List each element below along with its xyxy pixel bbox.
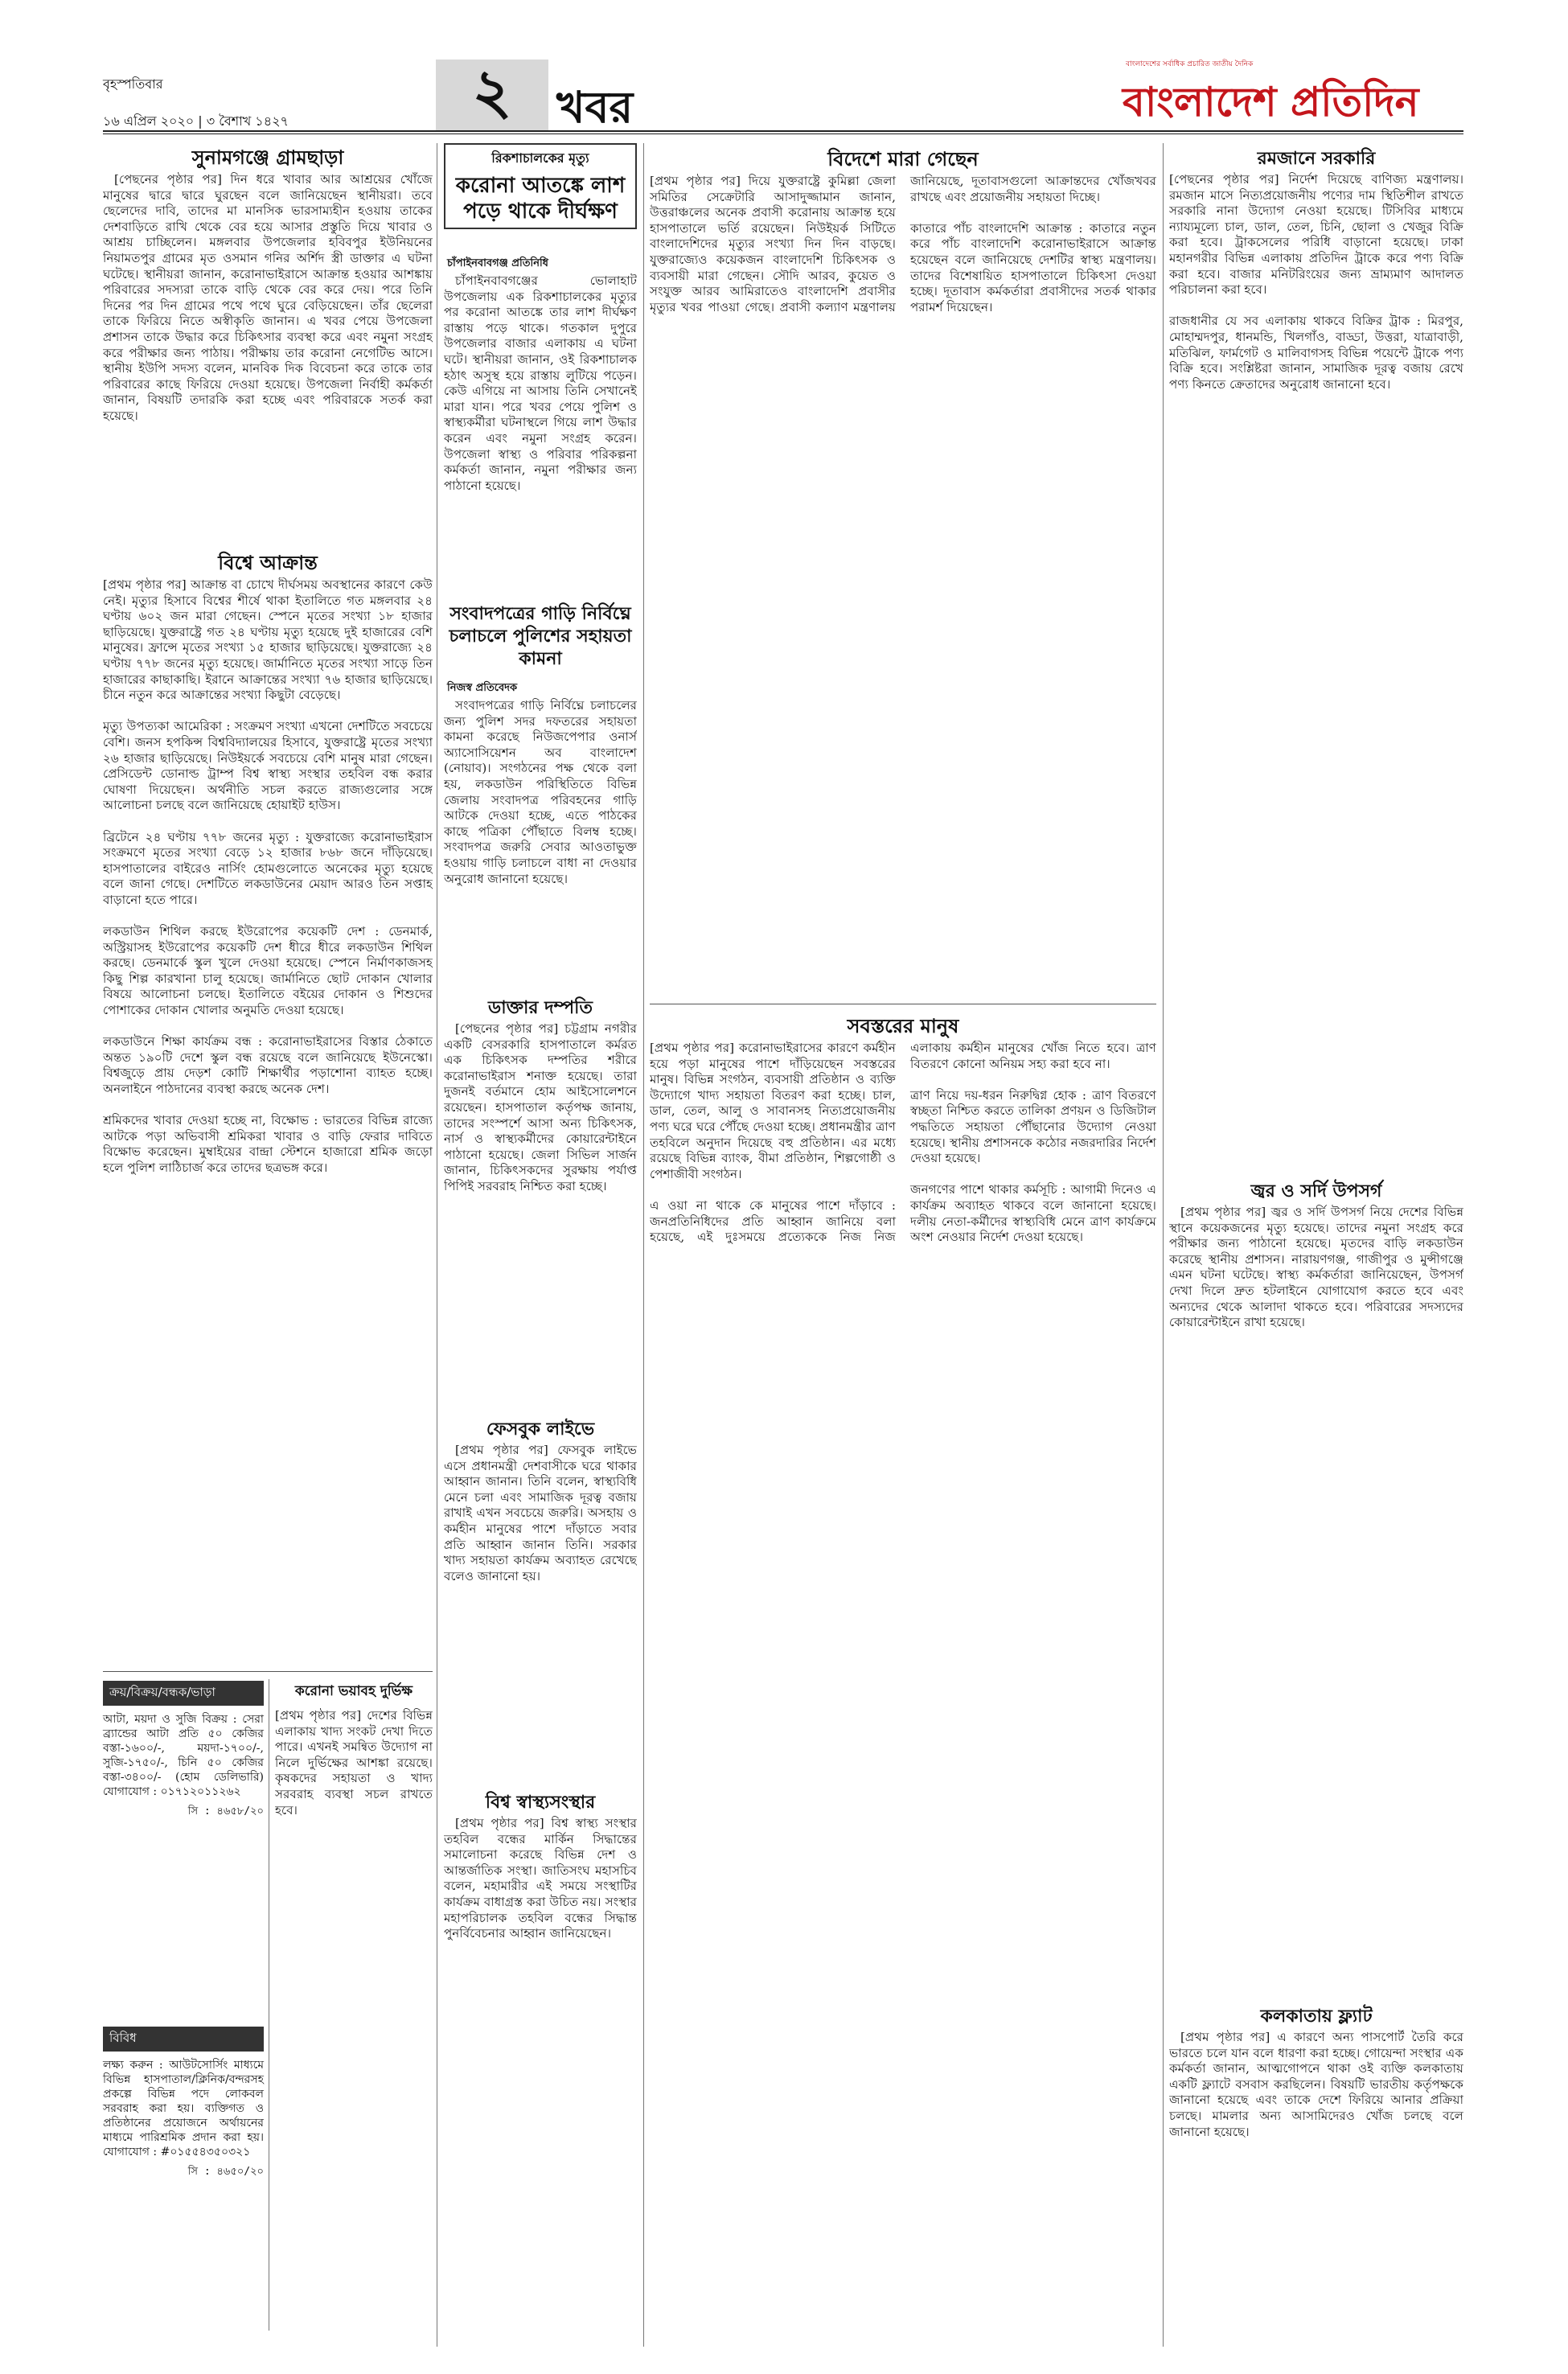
article-body-journalists: সংবাদপত্রের গাড়ি নির্বিঘ্নে চলাচলের জন্য পুলিশ সদর দফতরের সহায়তা কামনা করেছে নিউজপেপার ওনার্স অ্যাসোসিয়েশন অব বাংলাদেশ (নোয়াব)। সংগঠনের পক্ষ থেকে বলা হয়, লকডাউন পরিস্থিতিতে বিভিন্ন জেলায় সংবাদপত্র পরিবহনের গাড়ি আটকে দেওয়া হচ্ছে, এতে পাঠকের কাছে পত্রিকা পৌঁছাতে বিলম্ব হচ্ছে। সংবাদপত্র জরুরি সেবার আওতাভুক্ত হওয়ায় গাড়ি চলাচলে বাধা না দেওয়ার অনুরোধ জানানো হয়েছে। [444,698,637,886]
article-body-world: [প্রথম পৃষ্ঠার পর] আক্রান্ত বা চোখে দীর্ঘসময় অবস্থানের কারণে কেউ নেই। মৃত্যুর হিসাবে বিশ্বের শীর্ষে থাকা ইতালিতে গত মঙ্গলবার ২৪ ঘণ্টায় ৬০২ জন মারা গেছেন। স্পেনে মৃতের সংখ্যা ১৮ হাজার ছাড়িয়েছে। যুক্তরাষ্ট্রে গত ২৪ ঘণ্টায় মৃত্যু হয়েছে দুই হাজারের বেশি মানুষের। ফ্রান্সে মৃতের সংখ্যা ১৫ হাজার ছাড়িয়েছে। যুক্তরাজ্যে ২৪ ঘণ্টায় ৭৭৮ জনের মৃত্যু হয়েছে। জার্মানিতে মৃতের সংখ্যা সাড়ে তিন হাজারের কাছাকাছি। ইরানে আক্রান্তের সংখ্যা ৭৬ হাজার ছাড়িয়েছে। চীনে নতুন করে আক্রান্তের সংখ্যা কিছুটা বেড়েছে। মৃত্যু উপত্যকা আমেরিকা : সংক্রমণ সংখ্যা এখনো দেশটিতে সবচেয়ে বেশি। জনস হপকিন্স বিশ্ববিদ্যালয়ের হিসাবে, যুক্তরাষ্ট্রে মৃতের সংখ্যা ২৬ হাজার ছাড়িয়েছে। নিউইয়র্কে সবচেয়ে বেশি মানুষ মারা গেছেন। প্রেসিডেন্ট ডোনাল্ড ট্রাম্প বিশ্ব স্বাস্থ্য সংস্থার তহবিল বন্ধ করার ঘোষণা দিয়েছেন। অর্থনীতি সচল করতে রাজ্যগুলোর সঙ্গে আলোচনা চলছে বলে জানিয়েছে হোয়াইট হাউস। ব্রিটেনে ২৪ ঘণ্টায় ৭৭৮ জনের মৃত্যু : যুক্তরাজ্যে করোনাভাইরাস সংক্রমণে মৃতের সংখ্যা বেড়ে ১২ হাজার ৮৬৮ জনে দাঁড়িয়েছে। হাসপাতালের বাইরেও নার্সিং হোমগুলোতে অনেকের মৃত্যু হয়েছে বলে জানা গেছে। দেশটিতে লকডাউনের মেয়াদ আরও তিন সপ্তাহ বাড়ানো হতে পারে। লকডাউন শিথিল করছে ইউরোপের কয়েকটি দেশ : ডেনমার্ক, অস্ট্রিয়াসহ ইউরোপের কয়েকটি দেশ ধীরে ধীরে লকডাউন শিথিল করছে। ডেনমার্কে স্কুল খুলে দেওয়া হয়েছে। স্পেনে নির্মাণকাজসহ কিছু শিল্প কারখানা চালু হয়েছে। জার্মানিতে ছোট দোকান খোলার বিষয়ে আলোচনা চলছে। ইতালিতে বইয়ের দোকান ও শিশুদের পোশাকের দোকান খোলার অনুমতি দেওয়া হয়েছে। লকডাউনে শিক্ষা কার্যক্রম বন্ধ : করোনাভাইরাসের বিস্তার ঠেকাতে অন্তত ১৯০টি দেশে স্কুল বন্ধ রয়েছে বলে জানিয়েছে ইউনেস্কো। বিশ্বজুড়ে প্রায় দেড়শ কোটি শিক্ষার্থীর পড়াশোনা ব্যাহত হচ্ছে। অনলাইনে পাঠদানের ব্যবস্থা করছে অনেক দেশ। শ্রমিকদের খাবার দেওয়া হচ্ছে না, বিক্ষোভ : ভারতের বিভিন্ন রাজ্যে আটকে পড়া অভিবাসী শ্রমিকরা খাবার ও বাড়ি ফেরার দাবিতে বিক্ষোভ করেছেন। মুম্বাইয়ের বান্দ্রা স্টেশনে হাজারো শ্রমিক জড়ো হলে পুলিশ লাঠিচার্জ করে তাদের ছত্রভঙ্গ করে। [103,577,433,1175]
newspaper-logo[interactable]: বাংলাদেশ প্রতিদিন [1123,79,1419,125]
corona-notice-title[interactable]: করোনা ভয়াবহ দুর্ভিক্ষ [294,1683,413,1699]
classified-block-2 [103,2027,264,2181]
column-divider [643,143,644,2347]
article-title-sunamganj[interactable]: সুনামগঞ্জে গ্রামছাড়া [191,146,344,169]
article-title-journalists[interactable]: সংবাদপত্রের গাড়ি নির্বিঘ্নে চলাচলে পুলিশের সহায়তা কামনা [449,604,632,669]
article-title-facebook-live[interactable]: ফেসবুক লাইভে [486,1419,595,1440]
classified-ad-text: লক্ষ্য করুন : আউটসোর্সিং মাধ্যমে বিভিন্ন হাসপাতাল/ক্লিনিক/বন্দরসহ প্রকল্পে বিভিন্ন পদে লোকবল সরবরাহ করা হয়। ব্যক্তিগত ও প্রতিষ্ঠানের প্রয়োজনে অর্থায়নের মাধ্যমে পারিশ্রমিক প্রদান করা হয়। যোগাযোগ : #০১৫৫৪৩৫০৩২১ [103,2059,264,2158]
article-byline-rickshaw: চাঁপাইনবাবগঞ্জ প্রতিনিধি [447,257,548,269]
article-body-doctor-couple: [পেছনের পৃষ্ঠার পর] চট্টগ্রাম নগরীর একটি বেসরকারি হাসপাতালে কর্মরত এক চিকিৎসক দম্পতির শরীরে করোনাভাইরাস শনাক্ত হয়েছে। তারা দুজনই বর্তমানে হোম আইসোলেশনে রয়েছেন। হাসপাতাল কর্তৃপক্ষ জানায়, তাদের সংস্পর্শে আসা অন্য চিকিৎসক, নার্স ও স্বাস্থ্যকর্মীদের কোয়ারেন্টাইনে পাঠানো হয়েছে। জেলা সিভিল সার্জন জানান, চিকিৎসকদের সুরক্ষায় পর্যাপ্ত পিপিই সরবরাহ নিশ্চিত করা হচ্ছে। [444,1021,637,1193]
classified-ad-code: সি : ৪৬৫০/২০ [187,2166,264,2178]
section-title: খবর [556,82,634,133]
classified-ad-code: সি : ৪৬৫৮/২০ [187,1805,264,1817]
corona-notice-body: [প্রথম পৃষ্ঠার পর] দেশের বিভিন্ন এলাকায় খাদ্য সংকট দেখা দিতে পারে। এখনই সমন্বিত উদ্যোগ না নিলে দুর্ভিক্ষের আশঙ্কা রয়েছে। কৃষকদের সহায়তা ও খাদ্য সরবরাহ ব্যবস্থা সচল রাখতে হবে। [275,1708,433,1817]
header-rule-thin [103,133,1463,134]
column-divider [1163,143,1164,2347]
article-body-sunamganj: [পেছনের পৃষ্ঠার পর] দিন ধরে খাবার আর আশ্রয়ের খোঁজে মানুষের দ্বারে দ্বারে ঘুরছেন বলে জানিয়েছেন স্থানীয়রা। তবে ছেলেদের দাবি, তাদের মা মানসিক ভারসাম্যহীন হওয়ায় তাকের দেশবাড়িতে রাখি থেকে বের হয়ে আসার প্রস্তুতি দিয়ে খাবার ও আশ্রয় চাচ্ছিলেন। মঙ্গলবার উপজেলার হবিবপুর ইউনিয়নের নিয়ামতপুর গ্রামের মৃত ওসমান গনির অর্শিদ স্ত্রী ডাক্তার এ ঘটনা ঘটেছে। স্থানীয়রা জানান, করোনাভাইরাসে আক্রান্ত হওয়ার আশঙ্কায় পরিবারের সদস্যরা তাকে বাড়ি থেকে বের করে দেয়। পরে তিনি দিনের পর দিন গ্রামের পথে পথে ঘুরে বেড়িয়েছেন। তাঁর ছেলেরা তাকে ফিরিয়ে নিতে অস্বীকৃতি জানান। এ খবর পেয়ে উপজেলা প্রশাসন তাকে উদ্ধার করে চিকিৎসার ব্যবস্থা করে এবং নমুনা সংগ্রহ করে পরীক্ষার জন্য পাঠায়। পরীক্ষায় তার করোনা নেগেটিভ আসে। স্থানীয় ইউপি সদস্য বলেন, মানবিক দিক বিবেচনা করে তাকে তার পরিবারের কাছে ফিরিয়ে দেওয়া হয়েছে। উপজেলা নির্বাহী কর্মকর্তা জানান, বিষয়টি তদারকি করা হচ্ছে এবং পরিবারকে সতর্ক করা হয়েছে। [103,172,433,423]
corona-notice-box [275,1681,433,2110]
article-body-ramadan: [পেছনের পৃষ্ঠার পর] নির্দেশ দিয়েছে বাণিজ্য মন্ত্রণালয়। রমজান মাসে নিত্যপ্রয়োজনীয় পণ্যের দাম স্থিতিশীল রাখতে সরকারি নানা উদ্যোগ নেওয়া হয়েছে। টিসিবির মাধ্যমে ন্যায্যমূল্যে চাল, ডাল, তেল, চিনি, ছোলা ও খেজুর বিক্রি করা হবে। ট্রাকসেলের পরিধি বাড়ানো হয়েছে। ঢাকা মহানগরীর বিভিন্ন এলাকায় প্রতিদিন ট্রাকে করে পণ্য বিক্রি করা হবে। বাজার মনিটরিংয়ের জন্য ভ্রাম্যমাণ আদালত পরিচালনা করা হবে। রাজধানীর যে সব এলাকায় থাকবে বিক্রির ট্রাক : মিরপুর, মোহাম্মদপুর, ধানমন্ডি, খিলগাঁও, বাড্ডা, উত্তরা, যাত্রাবাড়ী, মতিঝিল, ফার্মগেট ও মালিবাগসহ বিভিন্ন পয়েন্টে ট্রাকে পণ্য বিক্রি হবে। সংশ্লিষ্টরা জানান, সামাজিক দূরত্ব বজায় রেখে পণ্য কিনতে ক্রেতাদের অনুরোধ জানানো হবে। [1169,172,1463,392]
article-body-fever: [প্রথম পৃষ্ঠার পর] জ্বর ও সর্দি উপসর্গ নিয়ে দেশের বিভিন্ন স্থানে কয়েকজনের মৃত্যু হয়েছে। তাদের নমুনা সংগ্রহ করে পরীক্ষার জন্য পাঠানো হয়েছে। মৃতদের বাড়ি লকডাউন করেছে স্থানীয় প্রশাসন। নারায়ণগঞ্জ, গাজীপুর ও মুন্সীগঞ্জে এমন ঘটনা ঘটেছে। স্বাস্থ্য কর্মকর্তারা জানিয়েছেন, উপসর্গ দেখা দিলে দ্রুত হটলাইনে যোগাযোগ করতে হবে এবং অন্যদের থেকে আলাদা থাকতে হবে। পরিবারের সদস্যদের কোয়ারেন্টাইনে রাখা হয়েছে। [1169,1205,1463,1330]
classified-category-label: বিবিধ [103,2027,264,2052]
classified-block-1 [103,1681,264,1821]
article-kicker-rickshaw: রিকশাচালকের মৃত্যু [491,150,589,166]
classified-divider [103,1671,433,1672]
article-title-ramadan[interactable]: রমজানে সরকারি [1257,149,1376,169]
header-rule [103,130,1463,132]
date-label: ১৬ এপ্রিল ২০২০ | ৩ বৈশাখ ১৪২৭ [103,113,289,129]
article-title-fever[interactable]: জ্বর ও সর্দি উপসর্গ [1250,1181,1382,1201]
article-byline-journalists: নিজস্ব প্রতিবেদক [447,682,518,694]
article-title-kolkata[interactable]: কলকাতায় ফ্ল্যাট [1260,2006,1373,2027]
article-title-world[interactable]: বিশ্বে আক্রান্ত [218,552,318,574]
article-title-rickshaw[interactable]: করোনা আতঙ্কে লাশ পড়ে থাকে দীর্ঘক্ষণ [455,174,626,224]
classified-category-label: ক্রয়/বিক্রয়/বন্ধক/ভাড়া [103,1681,264,1706]
article-body-who: [প্রথম পৃষ্ঠার পর] বিশ্ব স্বাস্থ্য সংস্থার তহবিল বন্ধের মার্কিন সিদ্ধান্তের সমালোচনা করেছে বিভিন্ন দেশ ও আন্তর্জাতিক সংস্থা। জাতিসংঘ মহাসচিব বলেন, মহামারীর এই সময়ে সংস্থাটির কার্যক্রম বাধাগ্রস্ত করা উচিত নয়। সংস্থার মহাপরিচালক তহবিল বন্ধের সিদ্ধান্ত পুনর্বিবেচনার আহ্বান জানিয়েছেন। [444,1816,637,1941]
classified-ad-text: আটা, ময়দা ও সুজি বিক্রয় : সেরা ব্র্যান্ডের আটা প্রতি ৫০ কেজির বস্তা-১৬০০/-, ময়দা-১৭০০/-, সুজি-১৭৫০/-, চিনি ৫০ কেজির বস্তা-৩৪০০/- (হোম ডেলিভারি) যোগাযোগ : ০১৭১২০১১২৬২ [103,1713,264,1798]
weekday-label: বৃহস্পতিবার [103,76,163,92]
article-body-rickshaw: চাঁপাইনবাবগঞ্জের ভোলাহাট উপজেলায় এক রিকশাচালকের মৃত্যুর পর করোনা আতঙ্কে তার লাশ দীর্ঘক্ষণ রাস্তায় পড়ে থাকে। গতকাল দুপুরে উপজেলার বাজার এলাকায় এ ঘটনা ঘটে। স্থানীয়রা জানান, ওই রিকশাচালক হঠাৎ অসুস্থ হয়ে রাস্তায় লুটিয়ে পড়েন। কেউ এগিয়ে না আসায় তিনি সেখানেই মারা যান। পরে খবর পেয়ে পুলিশ ও স্বাস্থ্যকর্মীরা ঘটনাস্থলে গিয়ে লাশ উদ্ধার করেন এবং নমুনা সংগ্রহ করেন। উপজেলা স্বাস্থ্য ও পরিবার পরিকল্পনা কর্মকর্তা জানান, নমুনা পরীক্ষার জন্য পাঠানো হয়েছে। [444,273,637,493]
article-body-kolkata: [প্রথম পৃষ্ঠার পর] এ কারণে অন্য পাসপোর্ট তৈরি করে ভারতে চলে যান বলে ধারণা করা হচ্ছে। গোয়েন্দা সংস্থার এক কর্মকর্তা জানান, আত্মগোপনে থাকা ওই ব্যক্তি কলকাতায় একটি ফ্ল্যাটে বসবাস করছিলেন। বিষয়টি ভারতীয় কর্তৃপক্ষকে জানানো হয়েছে এবং তাকে দেশে ফিরিয়ে আনার প্রক্রিয়া চলছে। মামলার অন্য আসামিদেরও খোঁজ চলছে বলে জানানো হয়েছে। [1169,2030,1463,2139]
article-title-doctor-couple[interactable]: ডাক্তার দম্পতি [488,998,593,1018]
article-title-who[interactable]: বিশ্ব স্বাস্থ্যসংস্থার [485,1793,596,1813]
article-headline-box-rickshaw [444,143,637,229]
article-body-humane: [প্রথম পৃষ্ঠার পর] করোনাভাইরাসের কারণে কর্মহীন হয়ে পড়া মানুষের পাশে দাঁড়িয়েছেন সবস্তরের মানুষ। বিভিন্ন সংগঠন, ব্যবসায়ী প্রতিষ্ঠান ও ব্যক্তি উদ্যোগে খাদ্য সহায়তা বিতরণ করা হচ্ছে। চাল, ডাল, তেল, আলু ও সাবানসহ নিত্যপ্রয়োজনীয় পণ্য ঘরে ঘরে পৌঁছে দেওয়া হচ্ছে। প্রধানমন্ত্রীর ত্রাণ তহবিলে অনুদান দিয়েছে বহু প্রতিষ্ঠান। এর মধ্যে রয়েছে বিভিন্ন ব্যাংক, বীমা প্রতিষ্ঠান, শিল্পগোষ্ঠী ও পেশাজীবী সংগঠন। এ ওয়া না থাকে কে মানুষের পাশে দাঁড়াবে : জনপ্রতিনিধিদের প্রতি আহ্বান জানিয়ে বলা হয়েছে, এই দুঃসময়ে প্রত্যেককে নিজ নিজ এলাকায় কর্মহীন মানুষের খোঁজ নিতে হবে। ত্রাণ বিতরণে কোনো অনিয়ম সহ্য করা হবে না। ত্রাণ নিয়ে দয়-ধরন নিরুদ্বিগ্ন হোক : ত্রাণ বিতরণে স্বচ্ছতা নিশ্চিত করতে তালিকা প্রণয়ন ও ডিজিটাল পদ্ধতিতে সহায়তা পৌঁছানোর উদ্যোগ নেওয়া হয়েছে। স্থানীয় প্রশাসনকে কঠোর নজরদারির নির্দেশ দেওয়া হয়েছে। জনগণের পাশে থাকার কর্মসূচি : আগামী দিনেও এ কার্যক্রম অব্যাহত থাকবে বলে জানানো হয়েছে। দলীয় নেতা-কর্মীদের স্বাস্থ্যবিধি মেনে ত্রাণ কার্যক্রমে অংশ নেওয়ার নির্দেশ দেওয়া হয়েছে। [650,1041,1156,1245]
article-title-humane[interactable]: সবস্তরের মানুষ [847,1015,959,1037]
page-number: ২ [436,60,548,132]
article-body-abroad: [প্রথম পৃষ্ঠার পর] দিয়ে যুক্তরাষ্ট্রে কুমিল্লা জেলা সমিতির সেক্রেটারি আসাদুজ্জামান জানান, উত্তরাঞ্চলের অনেক প্রবাসী করোনায় আক্রান্ত হয়ে হাসপাতালে ভর্তি রয়েছেন। নিউইয়র্ক সিটিতে বাংলাদেশিদের মৃত্যুর সংখ্যা দিন দিন বাড়ছে। যুক্তরাজ্যেও কয়েকজন বাংলাদেশি চিকিৎসক ও ব্যবসায়ী মারা গেছেন। সৌদি আরব, কুয়েত ও সংযুক্ত আরব আমিরাতেও বাংলাদেশি প্রবাসীর মৃত্যুর খবর পাওয়া গেছে। প্রবাসী কল্যাণ মন্ত্রণালয় জানিয়েছে, দূতাবাসগুলো আক্রান্তদের খোঁজখবর রাখছে এবং প্রয়োজনীয় সহায়তা দিচ্ছে। কাতারে পাঁচ বাংলাদেশি আক্রান্ত : কাতারে নতুন করে পাঁচ বাংলাদেশি করোনাভাইরাসে আক্রান্ত হয়েছেন বলে জানিয়েছে দেশটির স্বাস্থ্য মন্ত্রণালয়। তাদের বিশেষায়িত হাসপাতালে চিকিৎসা দেওয়া হচ্ছে। দূতাবাস কর্মকর্তারা প্রবাসীদের সতর্ক থাকার পরামর্শ দিয়েছেন। [650,174,1156,314]
article-body-facebook-live: [প্রথম পৃষ্ঠার পর] ফেসবুক লাইভে এসে প্রধানমন্ত্রী দেশবাসীকে ঘরে থাকার আহ্বান জানান। তিনি বলেন, স্বাস্থ্যবিধি মেনে চলা এবং সামাজিক দূরত্ব বজায় রাখাই এখন সবচেয়ে জরুরি। অসহায় ও কর্মহীন মানুষের পাশে দাঁড়াতে সবার প্রতি আহ্বান জানান তিনি। সরকার খাদ্য সহায়তা কার্যক্রম অব্যাহত রেখেছে বলেও জানানো হয়। [444,1443,637,1583]
article-title-abroad[interactable]: বিদেশে মারা গেছেন [827,148,979,170]
logo-tagline: বাংলাদেশের সর্বাধিক প্রচারিত জাতীয় দৈনিক [1126,60,1254,68]
